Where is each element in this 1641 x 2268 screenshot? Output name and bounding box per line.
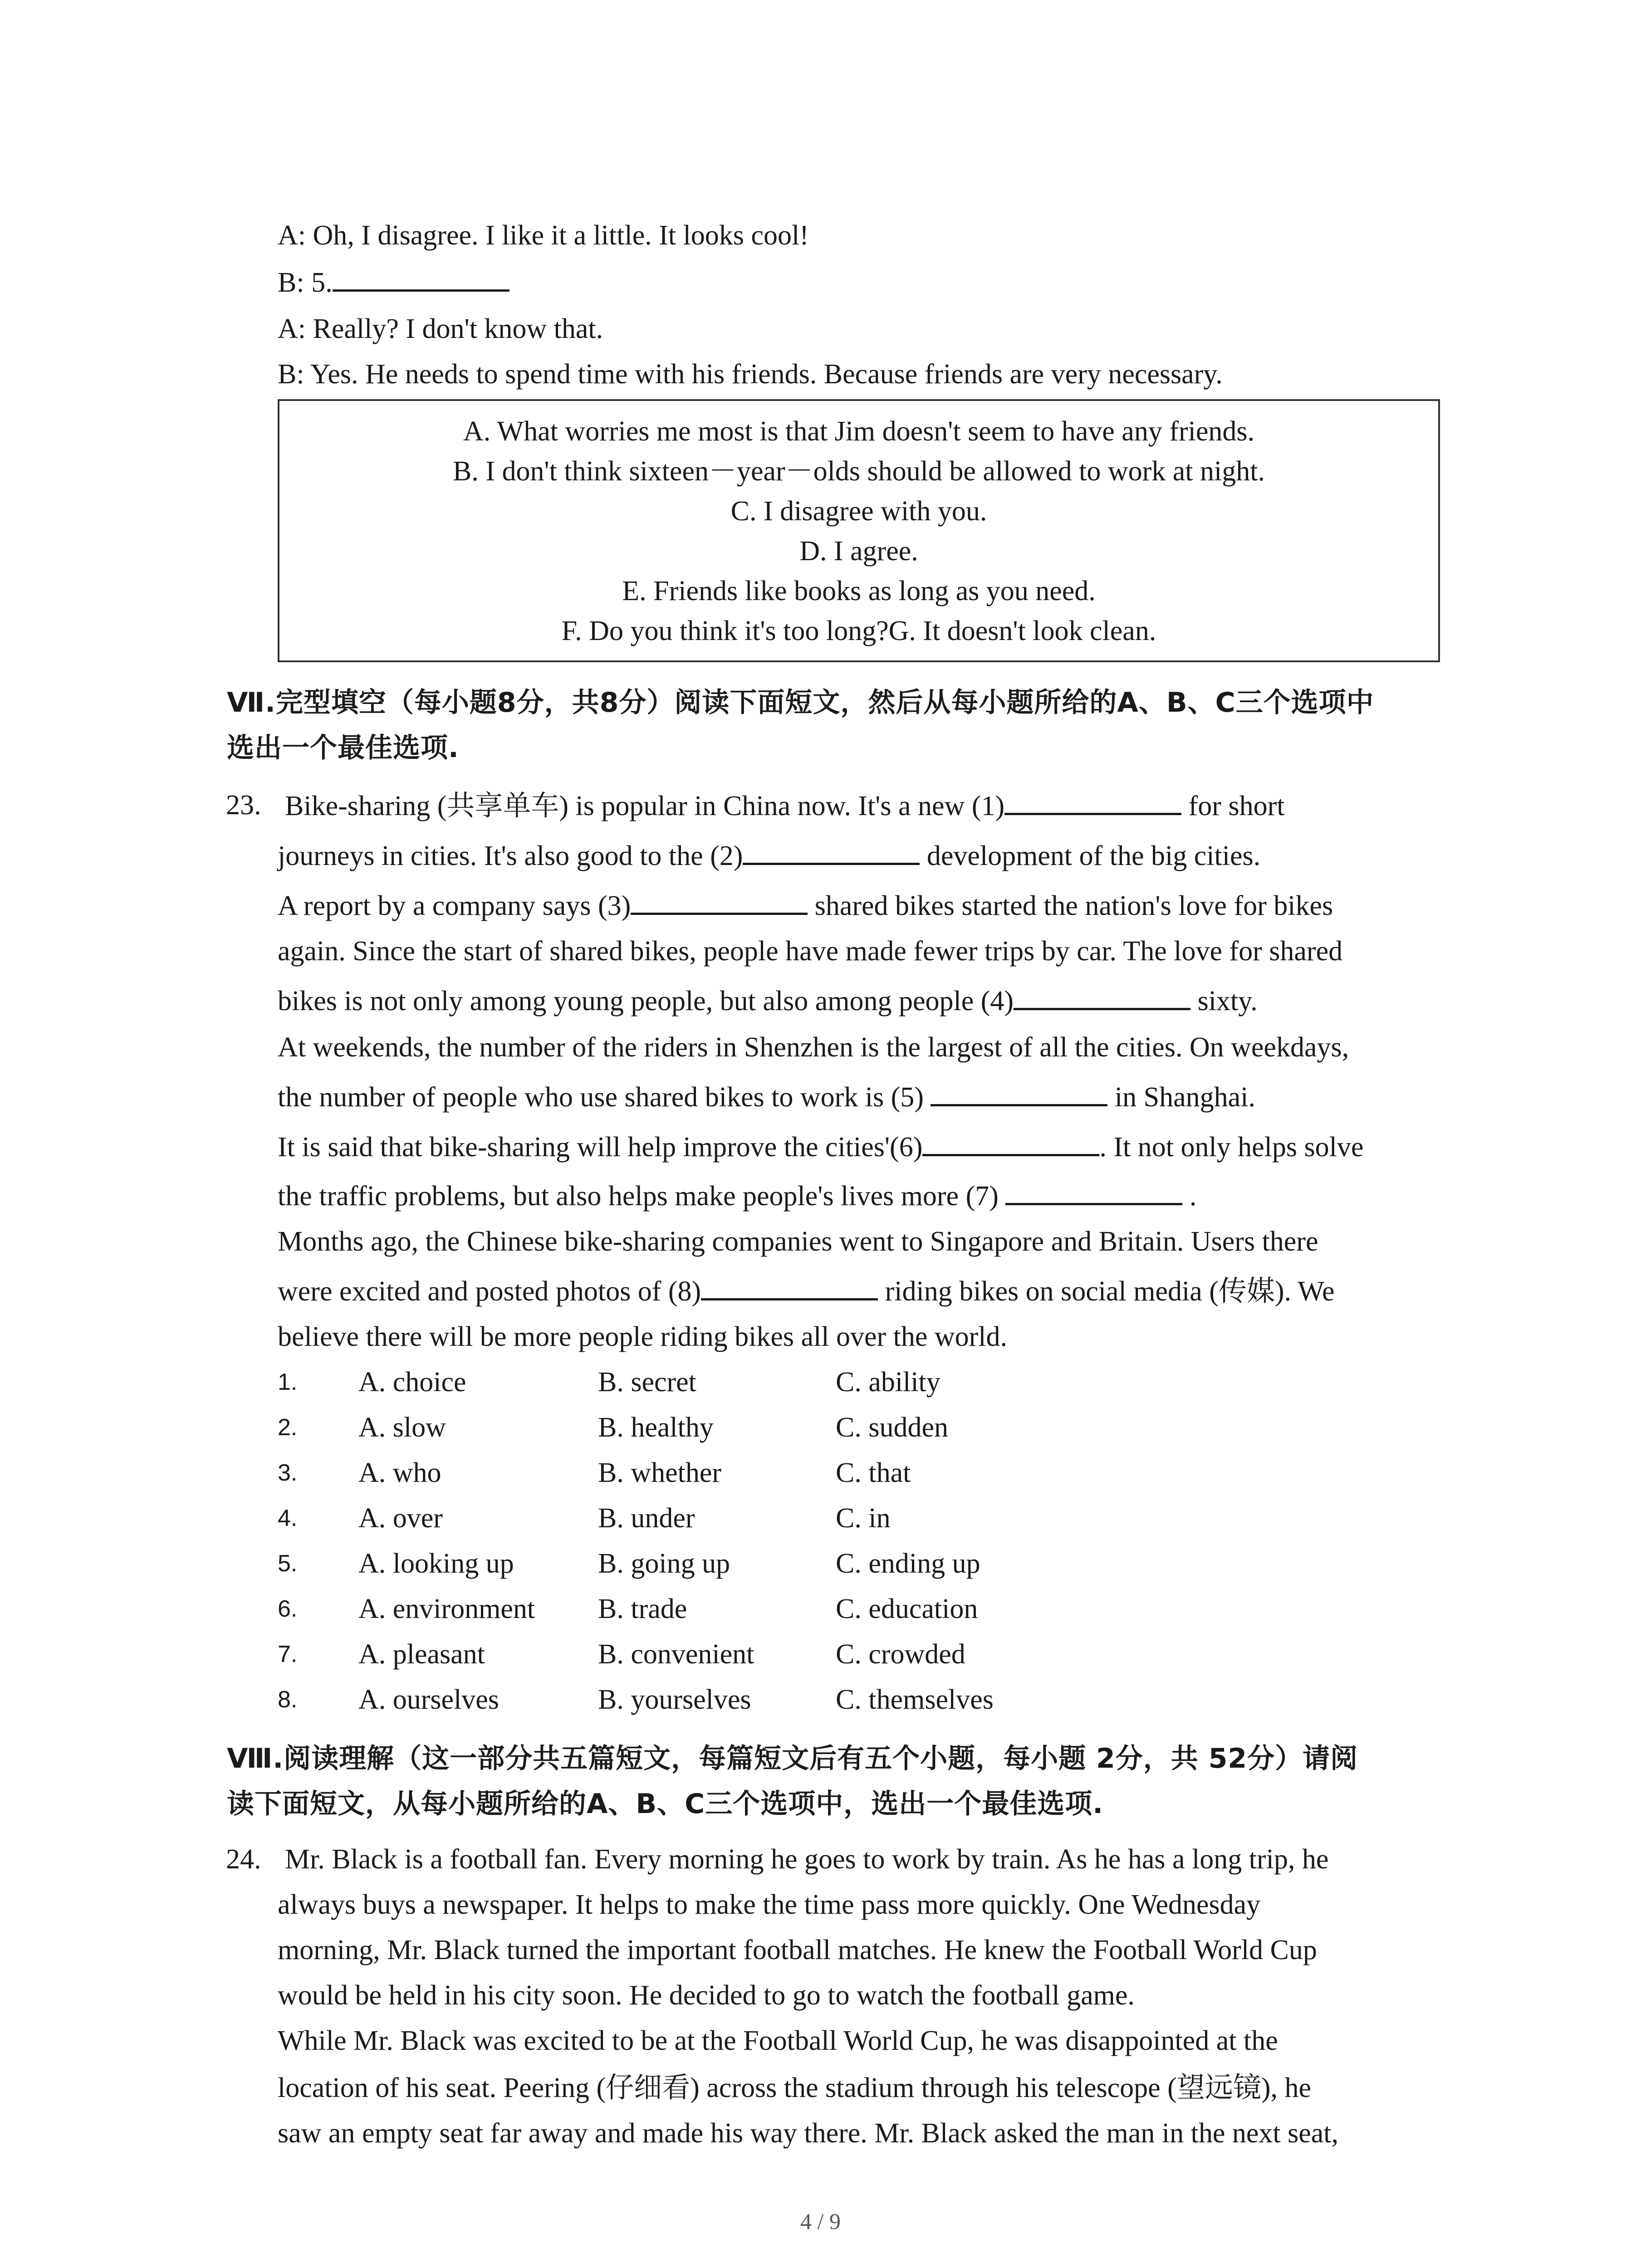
q23-line-3-tail: shared bikes started the nation's love for bikes (808, 890, 1333, 921)
dialogue-line-2-text: B: 5. (278, 267, 333, 298)
q23-line-7 (278, 1080, 1255, 1114)
q23-line-5-text: bikes is not only among young people, but also among people (4) (278, 986, 1014, 1017)
choice-row-2 (0, 1411, 1641, 1444)
dialogue-line-4: B: Yes. He needs to spend time with his friends. Because friends are very necessary. (278, 359, 1223, 390)
choice-1-c[interactable]: C. ability (836, 1367, 941, 1398)
q24-line-5: While Mr. Black was excited to be at the Football World Cup, he was disappointed at the (278, 2025, 1278, 2056)
choice-row-4 (0, 1501, 1641, 1535)
q24-line-3: morning, Mr. Black turned the important football matches. He knew the Football World Cup (278, 1935, 1317, 1965)
q23-line-2-text: journeys in cities. It's also good to the (2) (278, 841, 743, 871)
blank-4[interactable] (1014, 983, 1190, 1010)
choice-row-5-number: 5. (278, 1550, 298, 1577)
choice-4-c[interactable]: C. in (836, 1503, 891, 1534)
section-7-heading-line-1: Ⅶ.完型填空（每小题8分，共8分）阅读下面短文，然后从每小题所给的A、B、C三个选项中 (227, 687, 1374, 719)
option-b: B. I don't think sixteen－year－olds should be allowed to work at night. (453, 456, 1265, 487)
answer-blank-5[interactable] (333, 265, 509, 292)
q24-line-7: saw an empty seat far away and made his way there. Mr. Black asked the man in the next seat, (278, 2118, 1338, 2149)
option-f-g: F. Do you think it's too long?G. It doesn't look clean. (561, 616, 1156, 646)
q23-line-1-text: Bike-sharing (共享单车) is popular in China now. It's a new (1) (285, 791, 1005, 821)
choice-6-b[interactable]: B. trade (598, 1593, 687, 1624)
option-c: C. I disagree with you. (730, 496, 987, 527)
blank-6[interactable] (922, 1129, 1099, 1156)
q23-line-8-tail: . It not only helps solve (1099, 1132, 1364, 1163)
q23-line-9-tail: . (1182, 1181, 1197, 1212)
option-d: D. I agree. (799, 536, 918, 567)
option-a: A. What worries me most is that Jim doesn't seem to have any friends. (463, 416, 1254, 447)
choice-3-b[interactable]: B. whether (598, 1457, 722, 1488)
choice-8-c[interactable]: C. themselves (836, 1684, 994, 1715)
option-e: E. Friends like books as long as you need. (622, 576, 1096, 606)
q23-line-9-text: the traffic problems, but also helps make people's lives more (7) (278, 1181, 1006, 1212)
blank-1[interactable] (1004, 788, 1181, 815)
blank-2[interactable] (743, 838, 920, 865)
blank-8[interactable] (701, 1274, 878, 1300)
q24-line-6: location of his seat. Peering (仔细看) across the stadium through his telescope (望远镜), he (278, 2072, 1311, 2103)
choice-6-c[interactable]: C. education (836, 1593, 978, 1624)
choice-row-6 (0, 1592, 1641, 1626)
choice-7-b[interactable]: B. convenient (598, 1639, 754, 1670)
choice-8-b[interactable]: B. yourselves (598, 1684, 751, 1715)
choice-7-a[interactable]: A. pleasant (358, 1639, 485, 1670)
choice-3-a[interactable]: A. who (358, 1457, 441, 1488)
q24-line-2: always buys a newspaper. It helps to make the time pass more quickly. One Wednesday (278, 1889, 1261, 1920)
options-box (278, 399, 1440, 662)
choice-5-c[interactable]: C. ending up (836, 1548, 980, 1579)
q24-line-4: would be held in his city soon. He decided to go to watch the football game. (278, 1980, 1135, 2011)
choice-5-a[interactable]: A. looking up (358, 1548, 514, 1579)
section-7-heading-line-2: 选出一个最佳选项. (227, 732, 459, 764)
page-number: 4 / 9 (800, 2209, 841, 2234)
blank-5[interactable] (931, 1080, 1107, 1106)
question-23-number: 23. (226, 790, 261, 821)
choice-3-c[interactable]: C. that (836, 1457, 911, 1488)
q23-line-1 (285, 788, 1284, 823)
choice-8-a[interactable]: A. ourselves (358, 1684, 499, 1715)
choice-4-a[interactable]: A. over (358, 1503, 443, 1534)
q23-line-8-text: It is said that bike-sharing will help improve the cities'(6) (278, 1132, 923, 1163)
choice-row-3 (0, 1456, 1641, 1490)
question-24-number: 24. (226, 1844, 261, 1875)
q23-line-2 (278, 838, 1260, 873)
q23-line-7-text: the number of people who use shared bikes to work is (5) (278, 1082, 931, 1113)
choice-row-8 (0, 1683, 1641, 1716)
choice-row-4-number: 4. (278, 1505, 298, 1531)
q23-line-8 (278, 1129, 1363, 1164)
q23-line-5 (278, 983, 1258, 1018)
q23-line-3 (278, 888, 1333, 923)
section-8-heading-line-1: Ⅷ.阅读理解（这一部分共五篇短文，每篇短文后有五个小题，每小题 2分，共 52分）请阅 (227, 1743, 1358, 1774)
choice-row-1 (0, 1365, 1641, 1399)
choice-2-b[interactable]: B. healthy (598, 1412, 714, 1443)
q24-line-1: Mr. Black is a football fan. Every morning he goes to work by train. As he has a long trip, he (285, 1844, 1329, 1875)
choice-7-c[interactable]: C. crowded (836, 1639, 965, 1670)
q23-line-6: At weekends, the number of the riders in Shenzhen is the largest of all the cities. On weekdays, (278, 1032, 1349, 1063)
q23-line-11-text: were excited and posted photos of (8) (278, 1276, 701, 1307)
q23-line-2-tail: development of the big cities. (920, 841, 1261, 871)
q23-line-9 (278, 1178, 1196, 1213)
choice-row-2-number: 2. (278, 1414, 298, 1441)
q23-line-10: Months ago, the Chinese bike-sharing companies went to Singapore and Britain. Users there (278, 1226, 1318, 1257)
choice-5-b[interactable]: B. going up (598, 1548, 730, 1579)
choice-row-5 (0, 1547, 1641, 1580)
dialogue-line-1: A: Oh, I disagree. I like it a little. It looks cool! (278, 220, 809, 251)
choice-1-b[interactable]: B. secret (598, 1367, 696, 1398)
choice-row-6-number: 6. (278, 1596, 298, 1622)
choice-row-8-number: 8. (278, 1686, 298, 1713)
choice-row-7 (0, 1637, 1641, 1671)
q23-line-12: believe there will be more people riding bikes all over the world. (278, 1321, 1008, 1352)
q23-line-5-tail: sixty. (1190, 986, 1258, 1017)
choice-row-1-number: 1. (278, 1369, 298, 1395)
choice-1-a[interactable]: A. choice (358, 1367, 466, 1398)
q23-line-11-tail: riding bikes on social media (传媒). We (878, 1276, 1335, 1307)
choice-4-b[interactable]: B. under (598, 1503, 695, 1534)
q23-line-11 (278, 1274, 1334, 1308)
choice-2-c[interactable]: C. sudden (836, 1412, 948, 1443)
dialogue-line-3: A: Really? I don't know that. (278, 313, 603, 344)
q23-line-4: again. Since the start of shared bikes, people have made fewer trips by car. The love for shared (278, 936, 1343, 967)
dialogue-line-2 (278, 265, 509, 299)
section-8-heading-line-2: 读下面短文，从每小题所给的A、B、C三个选项中，选出一个最佳选项. (227, 1788, 1103, 1820)
choice-row-3-number: 3. (278, 1460, 298, 1486)
q23-line-7-tail: in Shanghai. (1107, 1082, 1255, 1113)
blank-3[interactable] (631, 888, 808, 915)
choice-row-7-number: 7. (278, 1641, 298, 1667)
choice-6-a[interactable]: A. environment (358, 1593, 535, 1624)
q23-line-1-tail: for short (1181, 791, 1285, 821)
blank-7[interactable] (1005, 1178, 1182, 1205)
choice-2-a[interactable]: A. slow (358, 1412, 446, 1443)
q23-line-3-text: A report by a company says (3) (278, 890, 631, 921)
